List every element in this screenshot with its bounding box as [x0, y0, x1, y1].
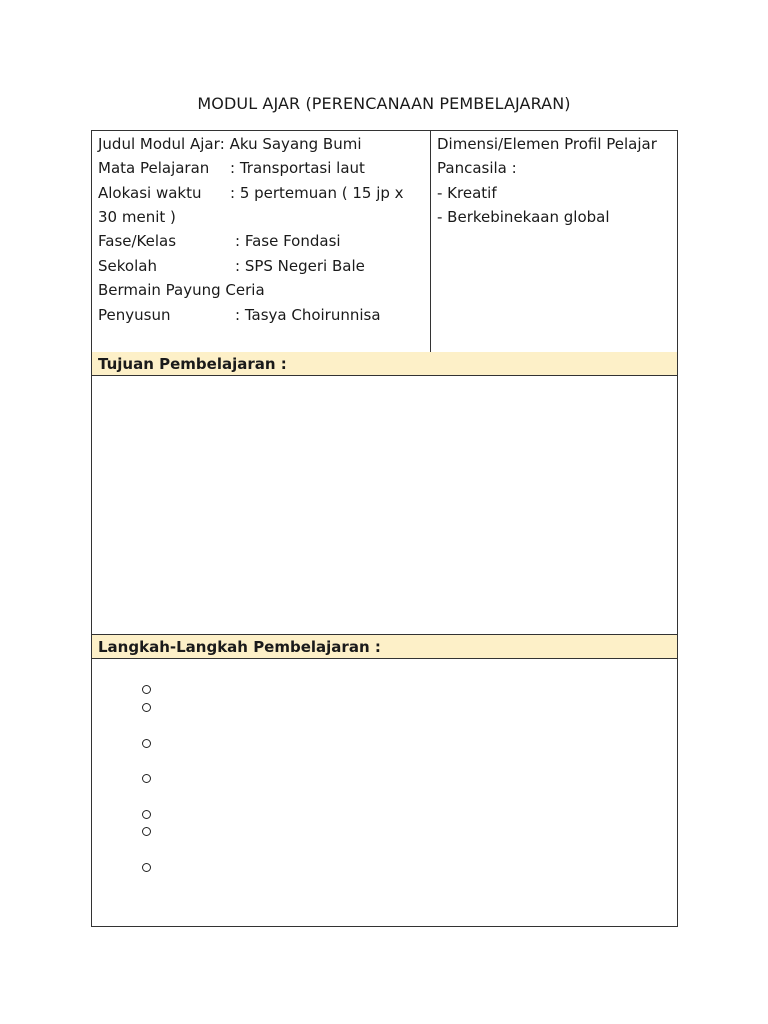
penyusun-label: Penyusun: [98, 306, 171, 324]
sekolah-value: : SPS Negeri Bale: [235, 257, 365, 275]
fase-value: : Fase Fondasi: [235, 232, 341, 250]
bullet-icon: [142, 827, 151, 836]
profil-item: - Kreatif: [437, 184, 497, 202]
module-info-cell: [92, 131, 431, 352]
fase-label: Fase/Kelas: [98, 232, 177, 250]
alokasi-line: [98, 181, 404, 205]
page-title: MODUL AJAR (PERENCANAAN PEMBELAJARAN): [197, 94, 571, 113]
sekolah-line: [98, 254, 365, 278]
bullet-icon: [142, 774, 151, 783]
mapel-label: Mata Pelajaran: [98, 159, 210, 177]
mapel-value: : Transportasi laut: [230, 159, 365, 177]
alokasi-value: : 5 pertemuan ( 15 jp x: [230, 184, 404, 202]
judul-line: [98, 132, 362, 156]
sekolah-continuation: Bermain Payung Ceria: [98, 281, 265, 299]
penyusun-value: : Tasya Choirunnisa: [235, 306, 381, 324]
bullet-icon: [142, 739, 151, 748]
mapel-line: [98, 156, 365, 180]
module-info-row: [92, 131, 677, 353]
module-table: [91, 130, 678, 927]
alokasi-continuation: 30 menit ): [98, 208, 176, 226]
judul-label: Judul Modul Ajar: [98, 135, 220, 153]
penyusun-line: [98, 303, 381, 327]
alokasi-label: Alokasi waktu: [98, 184, 202, 202]
bullet-icon: [142, 685, 151, 694]
profil-heading-cont: Pancasila :: [437, 159, 517, 177]
profil-heading: Dimensi/Elemen Profil Pelajar: [437, 135, 657, 153]
langkah-body: [92, 660, 677, 926]
tujuan-body: [92, 377, 677, 635]
bullet-icon: [142, 810, 151, 819]
bullet-icon: [142, 703, 151, 712]
fase-line: [98, 229, 341, 253]
profil-item: - Berkebinekaan global: [437, 208, 610, 226]
tujuan-header: Tujuan Pembelajaran :: [92, 352, 677, 376]
langkah-header: Langkah-Langkah Pembelajaran :: [92, 635, 677, 659]
sekolah-label: Sekolah: [98, 257, 157, 275]
profil-pelajar-cell: [431, 131, 677, 352]
judul-value: : Aku Sayang Bumi: [219, 135, 362, 153]
bullet-icon: [142, 863, 151, 872]
